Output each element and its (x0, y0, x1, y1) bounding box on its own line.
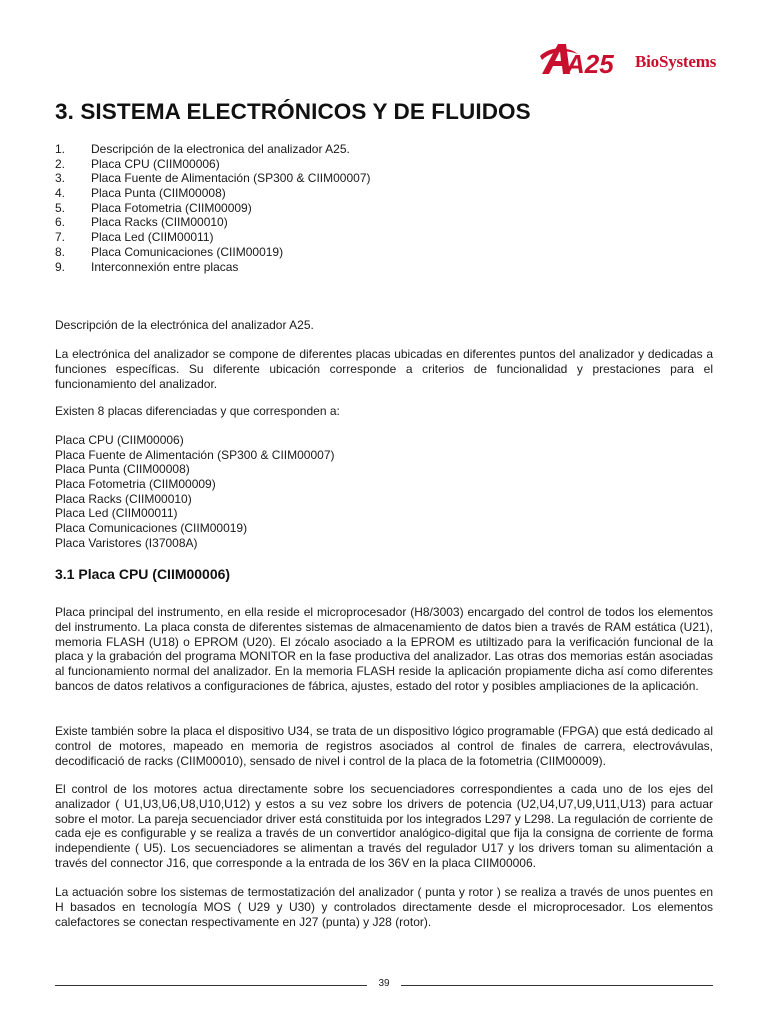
toc-text: Placa Fotometria (CIIM00009) (91, 200, 252, 215)
toc-text: Placa Racks (CIIM00010) (91, 215, 228, 230)
section-title: 3. SISTEMA ELECTRÓNICOS Y DE FLUIDOS (55, 99, 531, 124)
paragraph-fpga: Existe también sobre la placa el dispositivo U34, se trata de un dispositivo lógico programable (FPGA) que está dedicado al control de motores, mapeado en memoria de registros asociados al control de finales de carrera, electrovávulas, decodificació de racks (CIIM00010), sensado de nivel i control de la placa de la fotometria (CIIM00009). (55, 724, 713, 768)
toc-text: Descripción de la electronica del analizador A25. (91, 142, 350, 156)
placas-intro: Existen 8 placas diferenciadas y que corresponden a: (55, 404, 340, 418)
a25-logo-mark-icon (538, 40, 630, 76)
page-number: 39 (378, 978, 390, 989)
toc-text: Placa Comunicaciones (CIIM00019) (91, 244, 284, 259)
toc-item (55, 171, 371, 186)
toc-item (55, 245, 371, 260)
toc-number: 2. (55, 156, 66, 171)
toc-text: Placa CPU (CIIM00006) (91, 156, 220, 171)
toc-number: 1. (55, 142, 66, 156)
board-list-item: Placa Fuente de Alimentación (SP300 & CIIM00007) (55, 447, 335, 462)
intro-paragraph: La electrónica del analizador se compone de diferentes placas ubicadas en diferentes puntos del analizador y dedicadas a funciones específicas. Su diferente ubicación corresponde a criterios de funcionalidad y prestaciones para el funcionamiento del analizador. (55, 347, 713, 391)
toc-number: 8. (55, 244, 66, 259)
board-list-item: Placa Varistores (I37008A) (55, 535, 198, 550)
toc-number: 4. (55, 186, 66, 201)
intro-heading: Descripción de la electrónica del analizador A25. (55, 318, 314, 332)
footer-divider-left (55, 985, 367, 986)
toc-item (55, 201, 371, 216)
logo-mark-text: A25 (566, 49, 614, 76)
logo-company-name: BioSystems (635, 52, 717, 71)
toc-item (55, 230, 371, 245)
board-list-item: Placa Comunicaciones (CIIM00019) (55, 521, 248, 536)
toc-number: 6. (55, 215, 66, 230)
toc-number: 3. (55, 171, 66, 186)
subsection-title: 3.1 Placa CPU (CIIM00006) (55, 566, 231, 582)
board-list-item: Placa Led (CIIM00011) (55, 506, 178, 521)
toc-text: Placa Led (CIIM00011) (91, 230, 214, 245)
board-list (55, 433, 335, 551)
board-list-item: Placa Racks (CIIM00010) (55, 491, 192, 506)
toc-item (55, 260, 371, 275)
toc-number: 5. (55, 200, 66, 215)
toc-text: Placa Fuente de Alimentación (SP300 & CIIM00007) (91, 171, 371, 186)
board-list-item: Placa Punta (CIIM00008) (55, 462, 190, 477)
toc-number: 9. (55, 259, 66, 274)
paragraph-thermostat: La actuación sobre los sistemas de termostatización del analizador ( punta y rotor ) se realiza a través de unos puentes en H basados en tecnología MOS ( U29 y U30) y controlados directamente desde el microprocesador. Los elementos calefactores se conectan respectivamente en J27 (punta) y J28 (rotor). (55, 885, 713, 929)
toc-number: 7. (55, 230, 66, 245)
toc-item (55, 142, 371, 157)
toc-item (55, 215, 371, 230)
brand-logo (538, 40, 716, 76)
board-list-item: Placa Fotometria (CIIM00009) (55, 477, 216, 492)
paragraph-cpu-description: Placa principal del instrumento, en ella reside el microprocesador (H8/3003) encargado del control de todos los elementos del instrumento. La placa consta de diferentes sistemas de almacenamiento de datos bien a través de RAM estática (U21), memoria FLASH (U18) o EPROM (U20). El zócalo asociado a la EPROM es utiltizado para la verificación funcional de la placa y la grabación del programa MONITOR en la fase productiva del analizador. Las otras dos memorias están asociadas al funcionamiento normal del analizador. En la memoria FLASH reside la aplicación propiamente dicha así como diferentes bancos de datos relativos a configuraciones de fábrica, ajustes, estado del rotor y posibles ampliaciones de la aplicación. (55, 605, 713, 693)
paragraph-motors: El control de los motores actua directamente sobre los secuenciadores correspondientes a cada uno de los ejes del analizador ( U1,U3,U6,U8,U10,U12) y estos a su vez sobre los drivers de potencia (U2,U4,U7,U9,U11,U13) para actuar sobre el motor. La pareja secuenciador driver está constituida por los integrados L297 y L298. La regulación de corriente de cada eje es configurable y se realiza a través de un convertidor analógico-digital que fija la consigna de corriente de forma independiente ( U5). Los secuenciadores se alimentan a través del regulador U17 y los drivers toman su alimentación a través del connector J16, que corresponde a la entrada de los 36V en la placa CIIM00006. (55, 782, 713, 870)
footer-divider-right (401, 985, 713, 986)
toc-item (55, 157, 371, 172)
toc-text: Interconnexión entre placas (91, 259, 239, 274)
board-list-item: Placa CPU (CIIM00006) (55, 433, 184, 447)
toc-text: Placa Punta (CIIM00008) (91, 186, 226, 201)
toc-item (55, 186, 371, 201)
table-of-contents (55, 142, 371, 274)
